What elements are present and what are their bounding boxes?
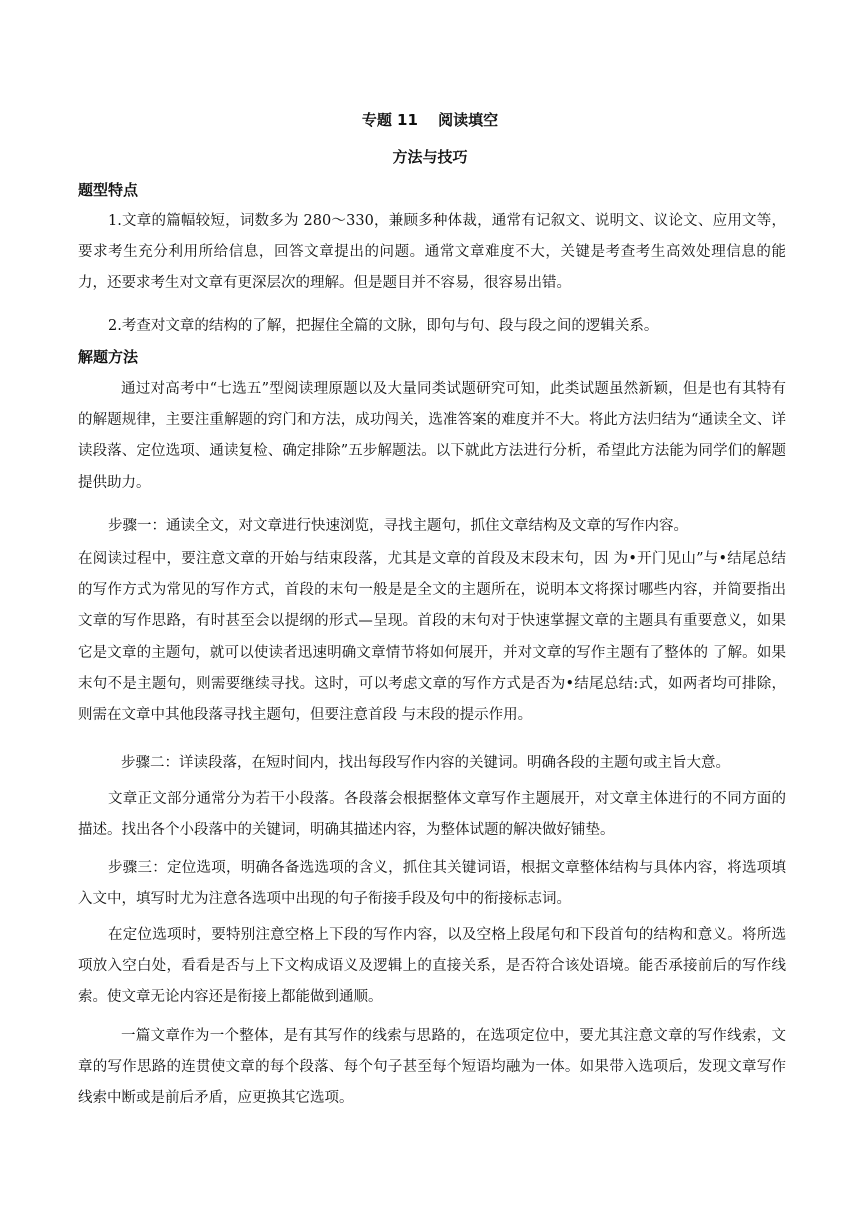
section-heading-features: 题型特点: [78, 181, 139, 199]
paragraph-step-two-detail: 文章正文部分通常分为若干小段落。各段落会根据整体文章写作主题展开，对文章主体进行的不同方面的描述。找出各个小段落中的关键词，明确其描述内容，为整体试题的解决做好铺垫。: [78, 791, 786, 839]
section-heading-methods: 解题方法: [78, 348, 139, 366]
paragraph-step-two: 步骤二：详读段落，在短时间内，找出每段写作内容的关键词。明确各段的主题句或主旨大意。: [121, 755, 730, 771]
paragraph-writing-clue: 一篇文章作为一个整体，是有其写作的线索与思路的，在选项定位中，要尤其注意文章的写作线索，文章的写作思路的连贯使文章的每个段落、每个句子甚至每个短语均融为一体。如果带入选项后，发现文章写作线索中断或是前后矛盾，应更换其它选项。: [78, 1028, 786, 1107]
document-title: 专题 11 阅读填空: [361, 111, 499, 129]
paragraph-step-three-detail: 在定位选项时，要特别注意空格上下段的写作内容，以及空格上段尾句和下段首句的结构和意义。将所选项放入空白处，看看是否与上下文构成语义及逻辑上的直接关系，是否符合该处语境。能否承接前后的写作线索。使文章无论内容还是衔接上都能做到通顺。: [78, 927, 786, 1006]
paragraph-step-three: 步骤三：定位选项，明确各备选选项的含义，抓住其关键词语，根据文章整体结构与具体内容，将选项填入文中，填写时尤为注意各选项中出现的句子衔接手段及句中的衔接标志词。: [78, 860, 786, 908]
paragraph-features-2: 2.考查对文章的结构的了解，把握住全篇的文脉，即句与句、段与段之间的逻辑关系。: [108, 318, 659, 334]
paragraph-step-one: 步骤一：通读全文，对文章进行快速浏览，寻找主题句，抓住文章结构及文章的写作内容。: [108, 518, 688, 534]
paragraph-features-1: 1.文章的篇幅较短，词数多为 280～330，兼顾多种体裁，通常有记叙文、说明文、议论文、应用文等，要求考生充分利用所给信息，回答文章提出的问题。通常文章难度不大，关键是考查考生高效处理信息的能力，还要求考生对文章有更深层次的理解。但是题目并不容易，很容易出错。: [78, 213, 786, 292]
document-subtitle: 方法与技巧: [392, 148, 468, 166]
paragraph-step-one-detail: 在阅读过程中，要注意文章的开始与结束段落，尤其是文章的首段及末段末句，因 为•开门见山”与•结尾总结的写作方式为常见的写作方式，首段的末句一般是是全文的主题所在，说明本文将探讨哪些内容，并简要指出文章的写作思路，有时甚至会以提纲的形式—呈现。首段的末句对于快速掌握文章的主题具有重要意义，如果它是文章的主题句，就可以使读者迅速明确文章情节将如何展开，并对文章的写作主题有了整体的 了解。如果末句不是主题句，则需要继续寻找。这时，可以考虑文章的写作方式是否为•结尾总结:式，如两者均可排除，则需在文章中其他段落寻找主题句，但要注意首段 与末段的提示作用。: [78, 551, 786, 724]
paragraph-methods-intro: 通过对高考中“七选五”型阅读理原题以及大量同类试题研究可知，此类试题虽然新颖，但是也有其特有的解题规律，主要注重解题的窍门和方法，成功闯关，选准答案的难度并不大。将此方法归结为“通读全文、详读段落、定位选项、通读复检、确定排除”五步解题法。以下就此方法进行分析，希望此方法能为同学们的解题提供助力。: [78, 381, 786, 491]
